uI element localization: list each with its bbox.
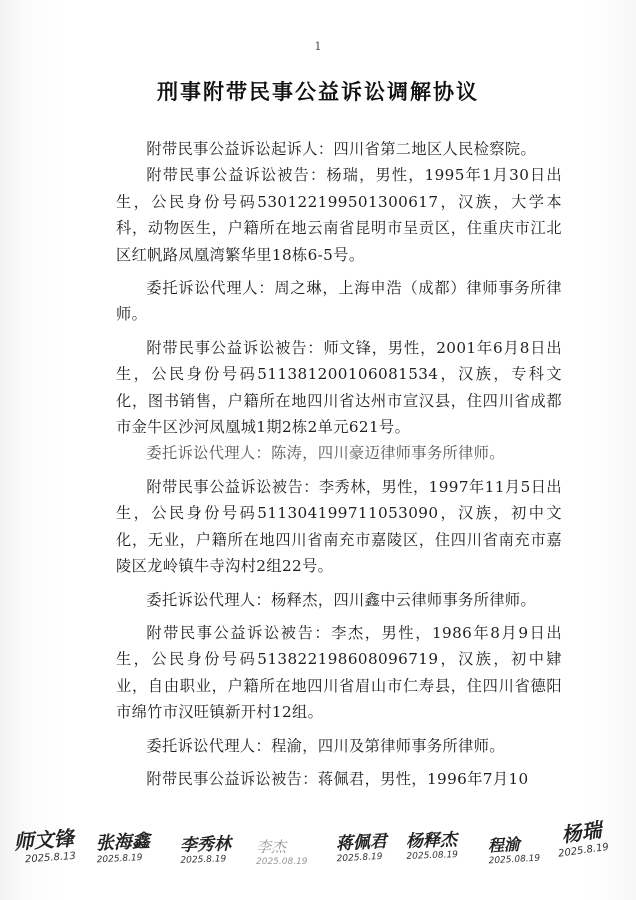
agent-paragraph-cheng: 委托诉讼代理人：程渝，四川及第律师事务所律师。 <box>146 736 505 755</box>
signature: 师文锋 2025.8.13 <box>12 825 77 866</box>
defendant-paragraph-jiang: 附带民事公益诉讼被告：蒋佩君，男性，1996年7月10 <box>146 769 529 788</box>
signature: 杨瑞 2025.8.19 <box>557 817 610 860</box>
signature: 蒋佩君 2025.8.19 <box>335 831 388 865</box>
defendant-paragraph-yang-rui: 附带民事公益诉讼被告：杨瑞，男性，1995年1月30日出生，公民身份号码530122199501300617，汉族，大学本科，动物医生，户籍所在地云南省昆明市呈贡区，住重庆市江北区红帆路凤凰湾繁华里18栋6-5号。 <box>116 166 562 264</box>
defendant-paragraph-shi-wenfeng: 附带民事公益诉讼被告：师文锋，男性，2001年6月8日出生，公民身份号码511381200106081534，汉族，专科文化，图书销售，户籍所在地四川省达州市宣汉县，住四川省成都市金牛区沙河凤凰城1期2栋2单元621号。 <box>116 338 562 437</box>
agent-paragraph-chen: 委托诉讼代理人：陈涛，四川豪迈律师事务所律师。 <box>146 444 505 463</box>
agent-paragraph-yang: 委托诉讼代理人：杨释杰，四川鑫中云律师事务所律师。 <box>146 590 537 609</box>
defendant-paragraph-li-jie: 附带民事公益诉讼被告：李杰，男性，1986年8月9日出生，公民身份号码513822198608096719，汉族，初中肄业，自由职业，户籍所在地四川省眉山市仁寿县，住四川省德阳市绵竹市汉旺镇新开村12组。 <box>116 623 562 722</box>
document-title: 刑事附带民事公益诉讼调解协议 <box>157 80 479 104</box>
signature: 程渝 2025.08.19 <box>487 834 541 867</box>
signature-row <box>0 808 636 888</box>
signature: 李杰 2025.08.19 <box>256 838 308 867</box>
agent-paragraph-zhou: 委托诉讼代理人：周之琳，上海申浩（成都）律师事务所律师。 <box>116 279 562 324</box>
page-number: 1 <box>314 40 322 53</box>
document-body <box>116 136 562 792</box>
signature: 杨释杰 2025.08.19 <box>405 830 459 862</box>
plaintiff-paragraph: 附带民事公益诉讼起诉人：四川省第二地区人民检察院。 <box>146 140 537 158</box>
signature: 李秀林 2025.8.19 <box>179 834 232 866</box>
signature: 张海鑫 2025.8.19 <box>95 830 151 866</box>
defendant-paragraph-li-xiulin: 附带民事公益诉讼被告：李秀林，男性，1997年11月5日出生，公民身份号码511304199711053090，汉族，初中文化，无业，户籍所在地四川省南充市嘉陵区，住四川省南充市嘉陵区龙岭镇牛寺沟村2组22号。 <box>116 477 562 576</box>
